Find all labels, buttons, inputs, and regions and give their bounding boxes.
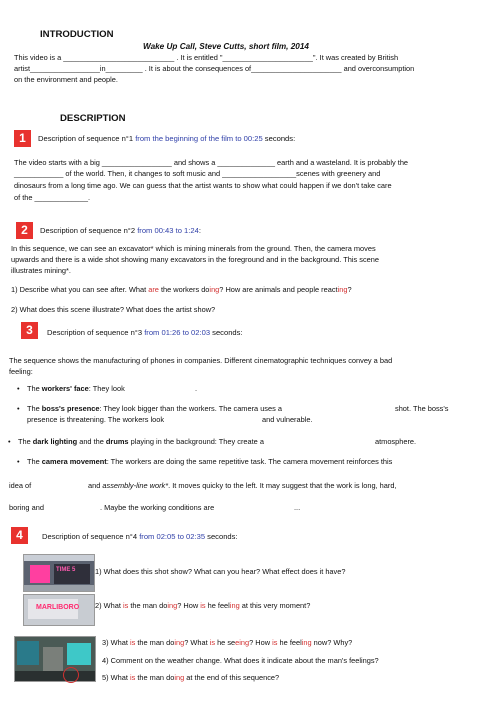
- seq4-question-1: 1) What does this shot show? What can you hear? What effect does it have?: [95, 567, 346, 576]
- sequence-number-2: 2: [16, 222, 33, 239]
- seq3-line-1: The sequence shows the manufacturing of phones in companies. Different cinematographic techniques convey a bad: [9, 356, 393, 365]
- thumb-2-text: MARLIBORO: [36, 604, 80, 611]
- bullet-dark-lighting: • The dark lighting and the drums playing in the background: They create a: [18, 437, 264, 447]
- seq3-idea-b: and assembly-line work*. It moves quicky to the left. It may suggest that the work is long, hard,: [88, 481, 397, 490]
- bullet-boss-presence: • The boss's presence: They look bigger than the workers. The camera uses a: [27, 404, 282, 414]
- seq1-line-4: of the _____________.: [14, 193, 91, 202]
- seq3-boring-b: . Maybe the working conditions are: [100, 503, 215, 512]
- film-still-1: [23, 554, 95, 592]
- bullet-boss-line-2a: presence is threatening. The workers look: [27, 415, 165, 424]
- seq2-line-3: illustrates mining*.: [11, 266, 71, 275]
- sequence-3-title: Description of sequence n°3 from 01:26 to 02:03 seconds:: [47, 328, 243, 337]
- seq2-question-2: 2) What does this scene illustrate? What does the artist show?: [11, 305, 216, 314]
- bullet-camera-movement: • The camera movement: The workers are doing the same repetitive task. The camera movement reinforces this: [27, 457, 392, 467]
- seq2-line-2: upwards and there is a wide shot showing many excavators in the foreground and in the background. This scene: [11, 255, 379, 264]
- seq4-question-2: 2) What is the man doing? How is he feeling at this very moment?: [95, 601, 311, 610]
- seq3-idea-a: idea of: [9, 481, 32, 490]
- seq3-boring-a: boring and: [9, 503, 44, 512]
- intro-line-1: This video is a ___________________________ . It is entitled "______________________". It was created by British: [14, 53, 399, 62]
- film-info: Wake Up Call, Steve Cutts, short film, 2014: [143, 42, 309, 51]
- sequence-number-4: 4: [11, 527, 28, 544]
- seq1-line-2: ____________ of the world. Then, it changes to soft music and __________________scenes with greenery and: [14, 169, 381, 178]
- seq4-question-3: 3) What is the man doing? What is he seeing? How is he feeling now? Why?: [102, 638, 353, 647]
- bullet-dark-lighting-end: atmosphere.: [375, 437, 417, 446]
- intro-line-2: artist_________________in_________ . It is about the consequences of______________________ and overconsumption: [14, 64, 415, 73]
- bullet-workers-face-end: .: [195, 384, 198, 393]
- intro-line-3: on the environment and people.: [14, 75, 118, 84]
- bullet-workers-face: • The workers' face: They look: [27, 384, 125, 394]
- thumb-1-text: TIME 5: [56, 567, 76, 573]
- seq4-question-5: 5) What is the man doing at the end of this sequence?: [102, 673, 280, 682]
- seq3-line-2: feeling:: [9, 367, 33, 376]
- description-heading: DESCRIPTION: [60, 113, 126, 124]
- seq4-question-4: 4) Comment on the weather change. What does it indicate about the man's feelings?: [102, 656, 379, 665]
- film-still-3: [14, 636, 96, 682]
- sequence-2-title: Description of sequence n°2 from 00:43 to 1:24:: [40, 226, 201, 235]
- bullet-boss-line-2b: and vulnerable.: [262, 415, 313, 424]
- sequence-number-1: 1: [14, 130, 31, 147]
- seq2-question-1: 1) Describe what you can see after. What are the workers doing? How are animals and people reacting?: [11, 285, 352, 294]
- intro-heading: INTRODUCTION: [40, 29, 114, 40]
- seq3-boring-c: ...: [294, 503, 301, 512]
- bullet-boss-shot: shot. The boss's: [395, 404, 449, 413]
- highlight-circle: [63, 667, 79, 683]
- seq1-line-3: dinosaurs from a long time ago. We can guess that the artist wants to show what could happen if we don't take care: [14, 181, 392, 190]
- seq2-line-1: In this sequence, we can see an excavator* which is mining minerals from the ground. Then, the camera moves: [11, 244, 376, 253]
- film-still-2: [23, 594, 95, 626]
- sequence-1-title: Description of sequence n°1 from the beginning of the film to 00:25 seconds:: [38, 134, 296, 143]
- seq1-line-1: The video starts with a big _________________ and shows a ______________ earth and a wasteland. It is probably the: [14, 158, 409, 167]
- sequence-number-3: 3: [21, 322, 38, 339]
- sequence-4-title: Description of sequence n°4 from 02:05 to 02:35 seconds:: [42, 532, 238, 541]
